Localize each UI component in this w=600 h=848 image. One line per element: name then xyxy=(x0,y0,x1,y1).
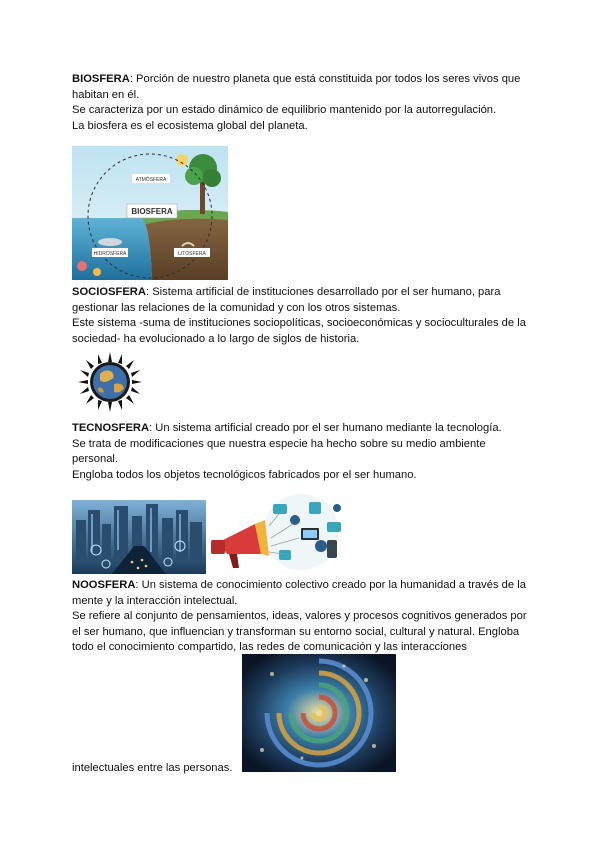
noosfera-term: NOOSFERA xyxy=(72,579,136,591)
figure-label-atmosfera: ATMÓSFERA xyxy=(135,177,167,183)
sociosfera-globe-illustration xyxy=(76,350,144,414)
biosfera-illustration xyxy=(72,146,228,280)
biosfera-paragraph xyxy=(72,72,532,134)
noosfera-line-1: : Un sistema de conocimiento colectivo creado por la humanidad a través de la xyxy=(135,579,526,591)
biosfera-line-1: : Porción de nuestro planeta que está constituida por todos los seres vivos que xyxy=(129,73,521,85)
figure-label-litosfera: LITOSFERA xyxy=(178,251,206,257)
biosfera-line-2: habitan en él. xyxy=(72,88,140,101)
sociosfera-term: SOCIOSFERA xyxy=(72,286,146,298)
biosfera-term: BIOSFERA xyxy=(72,73,130,85)
noosfera-last-line: intelectuales entre las personas. xyxy=(72,762,233,774)
sociosfera-line-2: gestionar las relaciones de la comunidad y con los otros sistemas. xyxy=(72,301,401,314)
sociosfera-paragraph xyxy=(72,285,532,347)
tecnosfera-paragraph xyxy=(72,421,532,483)
noosfera-spiral-illustration xyxy=(242,654,396,772)
sociosfera-line-1: : Sistema artificial de instituciones desarrollado por el ser humano, para xyxy=(145,286,501,298)
noosfera-line-3: Se refiere al conjunto de pensamientos, ideas, valores y procesos cognitivos generados por xyxy=(72,610,527,623)
figure-label-hidrosfera: HIDROSFERA xyxy=(93,251,127,257)
tecnosfera-megaphone-illustration xyxy=(209,494,349,574)
biosfera-line-3: Se caracteriza por un estado dinámico de equilibrio mantenido por la autorregulación. xyxy=(72,104,497,117)
noosfera-line-4: el ser humano, que influencian y transforman su entorno social, cultural y natural. Engloba xyxy=(72,625,520,638)
sociosfera-line-3: Este sistema -suma de instituciones sociopolíticas, socioeconómicas y socioculturales de la xyxy=(72,317,526,330)
figure-title-biosfera: BIOSFERA xyxy=(131,207,173,216)
biosfera-line-4: La biosfera es el ecosistema global del planeta. xyxy=(72,119,308,132)
tecnosfera-line-1: : Un sistema artificial creado por el ser humano mediante la tecnología. xyxy=(149,422,502,434)
tecnosfera-line-4: Engloba todos los objetos tecnológicos fabricados por el ser humano. xyxy=(72,468,417,481)
noosfera-paragraph xyxy=(72,578,532,656)
tecnosfera-line-2: Se trata de modificaciones que nuestra especie ha hecho sobre su medio ambiente xyxy=(72,437,486,450)
tecnosfera-term: TECNOSFERA xyxy=(72,422,150,434)
sociosfera-line-4: sociedad- ha evolucionado a lo largo de siglos de historia. xyxy=(72,332,360,345)
tecnosfera-line-3: personal. xyxy=(72,453,119,466)
tecnosfera-city-image xyxy=(72,500,206,574)
noosfera-line-2: mente y la interacción intelectual. xyxy=(72,594,238,607)
noosfera-line-5: todo el conocimiento compartido, las redes de comunicación y las interacciones xyxy=(72,641,467,654)
